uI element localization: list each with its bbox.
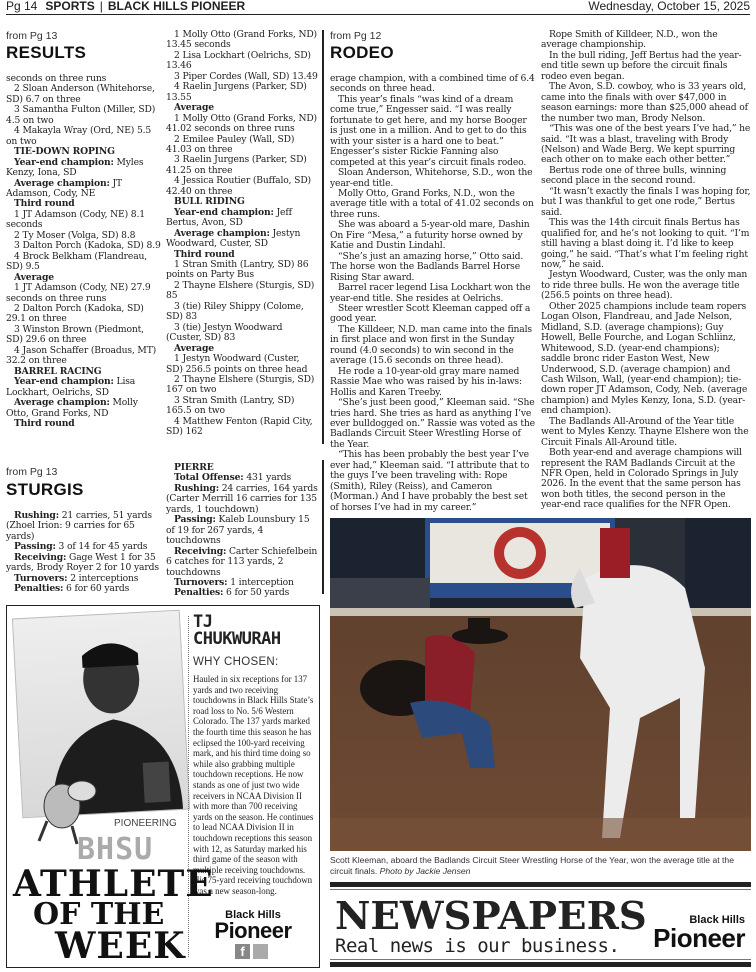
text-line <box>541 270 751 301</box>
of-the-line: OF THE <box>33 897 165 932</box>
photo-credit: Photo by Jackie Jensen <box>379 866 471 876</box>
line-text: 2 Emilee Pauley (Wall, SD) 41.03 on three <box>166 133 295 155</box>
sturgis-stats <box>6 511 162 595</box>
week-line: WEEK <box>55 925 186 967</box>
line-text: 24 carries, 164 yards (Carter Merrill 16 carries for 135 yards, 1 touchdown) <box>166 482 318 515</box>
athlete-blurb: Hauled in six receptions for 137 yards and two receiving touchdowns in Black Hills State’s road loss to No. 5/6 Western Colorado. The 137 yards marked the fourth time this season he has eclipsed the 100-yard receiving mark, and his third time doing so while also grabbing multiple touchdown receptions. He now stands as one of just two wide receivers in NCAA Division II with more than 700 receiving yards on the season. He continues to lead NCAA Division II in touchdown receptions this season with 12, as Saturday marked his third game of the season with multiple receiving touchdowns. His 75-yard receiving touchdown was a new season-long. <box>193 674 314 896</box>
pioneer-logo <box>653 914 745 953</box>
line-text: JT Adamson, Cody, NE <box>6 177 123 199</box>
line-text: 431 yards <box>243 472 292 484</box>
line-text: This was the 14th circuit finals Bertus has qualified for, and he’s not looking to quit. “I’m still having a blast doing it. I’d like to keep going,” he said. “That’s what I’m feeling right now,” he said. <box>541 217 750 270</box>
line-text: Lisa Lockhart, Oelrichs, SD <box>6 376 136 398</box>
bhsu-label: BHSU <box>77 832 154 867</box>
text-line <box>6 553 162 574</box>
ad-tagline: Real news is our business. <box>335 935 620 957</box>
text-line <box>330 74 535 95</box>
text-line <box>541 30 751 51</box>
bold-label: Passing: <box>174 514 216 526</box>
line-text: Jestyn Woodward, Custer, was the only man to ride three bulls. He won the average title (256.5 points on three head). <box>541 269 748 302</box>
text-line <box>6 179 162 200</box>
results-kicker: from Pg 13 <box>6 30 58 42</box>
bold-label: Third round <box>174 248 235 260</box>
why-chosen-label: WHY CHOSEN: <box>193 656 279 668</box>
logo-bottom: Pioneer <box>214 918 292 943</box>
text-line <box>166 417 318 438</box>
text-line <box>166 260 318 281</box>
text-line <box>166 176 318 197</box>
results-column-1 <box>6 74 162 429</box>
line-text: 3 (tie) Riley Shippy (Colome, SD) 83 <box>166 300 304 323</box>
athlete-line: ATHLETE <box>13 863 214 905</box>
issue-date: Wednesday, October 15, 2025 <box>588 0 750 13</box>
bold-label: Receiving: <box>14 551 67 563</box>
page-number: Pg 14 <box>6 0 38 13</box>
line-text: 4 Raelin Jurgens (Parker, SD) 13.55 <box>166 81 307 103</box>
text-line <box>166 354 318 375</box>
dotted-divider <box>188 616 189 957</box>
text-line <box>166 281 318 302</box>
text-line <box>166 302 318 323</box>
pioneer-logo <box>205 910 301 941</box>
line-text: 3 Raelin Jurgens (Parker, SD) 41.25 on three <box>166 154 307 176</box>
line-text: 3 Dalton Porch (Kadoka, SD) 8.9 <box>14 240 161 252</box>
rodeo-slug: RODEO <box>330 43 394 62</box>
line-text: Kaleb Lounsbury 15 of 19 for 267 yards, 4 touchdowns <box>166 514 310 547</box>
caption-text: Scott Kleeman, aboard the Badlands Circuit Steer Wrestling Horse of the Year, won the average title at the circuit finals. <box>330 855 734 876</box>
text-line <box>6 105 162 126</box>
line-text: 3 Winston Brown (Piedmont, SD) 29.6 on three <box>6 323 144 346</box>
athlete-last-name: CHUKWURAH <box>193 629 281 649</box>
athlete-first-name: TJ <box>193 612 213 632</box>
line-text: Myles Kenzy, Iona, SD <box>6 156 144 179</box>
text-line <box>541 218 751 270</box>
text-line <box>330 398 535 450</box>
text-line <box>541 302 751 417</box>
line-text: Molly Otto, Grand Forks, N.D., won the average title with a total of 41.02 seconds on three runs. <box>330 187 534 220</box>
text-line <box>6 584 162 594</box>
logo-top: Black Hills <box>689 914 745 926</box>
bold-label: Rushing: <box>174 482 219 494</box>
column-rule <box>322 30 324 444</box>
bold-label: Penalties: <box>174 587 224 599</box>
line-text: 3 Piper Cordes (Wall, SD) 13.49 <box>174 70 318 82</box>
line-text: Carter Schiefelbein 6 catches for 113 yards, 2 touchdowns <box>166 545 318 578</box>
line-text: 21 carries, 51 yards (Zhoel Irion: 9 carries for 65 yards) <box>6 510 152 542</box>
sturgis-slug: STURGIS <box>6 480 84 499</box>
bold-label: Total Offense: <box>174 472 244 484</box>
line-text: In the bull riding, Jeff Bertus had the year-end title sewn up before the circuit finals rodeo even began. <box>541 49 742 82</box>
bold-label: Average <box>14 271 54 283</box>
athlete-name <box>193 614 281 648</box>
column-rule <box>322 460 324 594</box>
line-text: 1 JT Adamson (Cody, NE) 27.9 seconds on three runs <box>6 282 151 304</box>
line-text: 1 interception <box>227 576 294 588</box>
steer-wrestling-photo <box>330 518 751 851</box>
line-text: 2 Sloan Anderson (Whitehorse, SD) 6.7 on three <box>6 83 155 105</box>
text-line <box>6 325 162 346</box>
text-line <box>166 547 318 578</box>
line-text: 4 Jason Schaffer (Broadus, MT) 32.2 on three <box>6 344 157 367</box>
pierre-stats <box>166 463 318 599</box>
line-text: 1 Stran Smith (Lantry, SD) 86 points on Party Bus <box>166 258 309 281</box>
line-text: “This has been probably the best year I’ve ever had,” Kleeman said. “I attribute that to the guys I’ve been traveling with: Rope (Smith), Riley (Reiss), and Cameron (Morman.) And I have probably the best set of horses I’ve had in my career.” <box>330 449 530 513</box>
text-line <box>330 367 535 398</box>
text-line <box>6 126 162 147</box>
text-line <box>330 189 535 220</box>
text-line <box>330 168 535 189</box>
line-text: 4 Matthew Fenton (Rapid City, SD) 162 <box>166 415 313 438</box>
bold-label: Penalties: <box>14 583 64 595</box>
bold-label: Rushing: <box>14 510 59 521</box>
text-line <box>541 51 751 82</box>
text-line <box>330 283 535 304</box>
text-line <box>6 283 162 304</box>
text-line <box>6 304 162 325</box>
line-text: He rode a 10-year-old gray mare named Rassie Mae who was raised by his in-laws: Hollis and Karen Treeby. <box>330 365 522 398</box>
text-line <box>166 155 318 176</box>
line-text: erage champion, with a combined time of 6.4 seconds on three head. <box>330 73 535 95</box>
text-line <box>541 448 751 511</box>
line-text: Sloan Anderson, Whitehorse, S.D., won the year-end title. <box>330 167 533 189</box>
newspapers-ad <box>330 882 751 967</box>
bold-label: Turnovers: <box>14 572 68 584</box>
bold-label: BULL RIDING <box>174 196 245 208</box>
line-text: Molly Otto, Grand Forks, ND <box>6 397 138 419</box>
line-text: 2 Thayne Elshere (Sturgis, SD) 167 on two <box>166 373 315 396</box>
text-line <box>541 82 751 124</box>
line-text: The Killdeer, N.D. man came into the finals in first place and won first in the Sunday round (4.0 seconds) to win second in the average (15.6 seconds on three head). <box>330 323 532 367</box>
line-text: 3 Samantha Fulton (Miller, SD) 4.5 on two <box>6 104 156 126</box>
bold-label: Third round <box>14 417 75 429</box>
text-line <box>6 377 162 398</box>
line-text: Other 2025 champions include team ropers Logan Olson, Flandreau, and Jade Nelson, Midland, S.D. (average champions); Guy Howell, Belle Fourche, and Logan Schliinz, Whitewood, S.D. (year-end champions); saddle bronc rider Easton West, New Underwood, S.D. (average champion) and Cash Wilson, Wall, (year-end champion); tie-down roper JT Adamson, Cody, Neb. (average champion) and Myles Kenzy, Iona, S.D. (year-end champion). <box>541 300 748 417</box>
text-line <box>166 51 318 72</box>
line-text: seconds on three runs <box>6 73 107 84</box>
text-line <box>166 515 318 546</box>
bold-label: Year-end champion: <box>174 206 274 218</box>
logo-top: Black Hills <box>225 909 281 921</box>
line-text: Both year-end and average champions will represent the RAM Badlands Circuit at the NFR Open, held in Colorado Springs in July 2026. In the event that the same person has won both titles, the second person in the year-end race qualifies for the NFR Open. <box>541 447 742 511</box>
line-text: The Avon, S.D. cowboy, who is 33 years old, came into the finals with over $47,000 in season earnings: more than $25,000 ahead of the number two man, Brody Nelson. <box>541 81 748 124</box>
results-slug: RESULTS <box>6 43 87 62</box>
line-text: “She’s just an amazing horse,” Otto said. The horse won the Badlands Barrel Horse Rising Star award. <box>330 250 524 283</box>
line-text: Jestyn Woodward, Custer, SD <box>166 227 301 250</box>
text-line <box>6 84 162 105</box>
line-text: Gage West 1 for 35 yards, Brody Royer 2 for 10 yards <box>6 551 159 574</box>
text-line <box>6 398 162 419</box>
text-line <box>166 396 318 417</box>
line-text: Steer wrestler Scott Kleeman capped off a good year. <box>330 302 531 325</box>
text-line <box>330 220 535 251</box>
line-text: She was aboard a 5-year-old mare, Dashin On Fire “Mesa,” a futurity horse owned by Katie and Dustin Lindahl. <box>330 219 530 252</box>
line-text: 1 Molly Otto (Grand Forks, ND) 41.02 seconds on three runs <box>166 112 317 135</box>
line-text: 1 Molly Otto (Grand Forks, ND) 13.45 seconds <box>166 29 317 51</box>
text-line <box>166 30 318 51</box>
line-text: Rope Smith of Killdeer, N.D., won the average championship. <box>541 29 718 51</box>
text-line <box>541 166 751 187</box>
text-line <box>6 252 162 273</box>
line-text: Bertus rode one of three bulls, winning second place in the second round. <box>541 164 727 187</box>
bold-label: Average <box>174 102 214 114</box>
text-line <box>541 124 751 166</box>
text-line <box>6 346 162 367</box>
twitter-icon[interactable] <box>253 944 268 959</box>
bold-label: TIE-DOWN ROPING <box>14 146 115 158</box>
line-text: “It wasn’t exactly the finals I was hoping for, but I was thankful to get one rode,” Bertus said. <box>541 185 751 218</box>
line-text: 3 Stran Smith (Lantry, SD) 165.5 on two <box>166 394 295 417</box>
text-line <box>6 210 162 231</box>
text-line <box>166 82 318 103</box>
line-text: 6 for 50 yards <box>223 587 290 599</box>
section-name: SPORTS <box>45 0 95 13</box>
bold-label: Average champion: <box>14 177 110 189</box>
bold-label: BARREL RACING <box>14 365 102 377</box>
text-line <box>6 511 162 542</box>
line-text: “She’s just been good,” Kleeman said. “She tries hard. She tries as hard as anything I’ve ever bulldogged on.” Rassie was voted as the Badlands Circuit Steer Wrestling Horse of the Year. <box>330 397 535 450</box>
bold-label: Year-end champion: <box>14 156 114 168</box>
bold-label: Average <box>174 342 214 354</box>
line-text: This year’s finals “was kind of a dream come true,” Engesser said. “I was really fortunate to get here, and my horse Booger is just one in a million. And to get to do this with your sister is a hard one to beat.” Engesser’s sister Rickie Fanning also competed at this year’s circuit finals rodeo. <box>330 93 527 168</box>
facebook-icon[interactable]: f <box>235 944 250 959</box>
text-line <box>6 158 162 179</box>
line-text: 2 Lisa Lockhart (Oelrichs, SD) 13.46 <box>166 49 311 72</box>
text-line <box>330 450 535 513</box>
paper-name: BLACK HILLS PIONEER <box>107 0 246 13</box>
ad-headline: NEWSPAPERS <box>335 893 647 938</box>
sturgis-kicker: from Pg 13 <box>6 466 58 478</box>
bold-label: Receiving: <box>174 545 227 557</box>
text-line <box>166 135 318 156</box>
text-line <box>541 417 751 448</box>
text-line <box>166 484 318 515</box>
text-line <box>166 588 318 598</box>
line-text: “This was one of the best years I’ve had,” he said. “It was a blast, traveling with Brody (Nelson) and Wade Berg. We kept spurring each other on to make each other better.” <box>541 123 751 166</box>
line-text: 3 of 14 for 45 yards <box>55 541 148 553</box>
page-header <box>6 0 750 15</box>
text-line <box>330 325 535 367</box>
text-line <box>541 187 751 218</box>
bold-label: Year-end champion: <box>14 376 114 388</box>
line-text: 4 Makayla Wray (Ord, NE) 5.5 on two <box>6 125 152 147</box>
line-text: 2 interceptions <box>67 572 139 584</box>
line-text: 4 Jessica Routier (Buffalo, SD) 42.40 on three <box>166 175 311 197</box>
text-line <box>6 419 162 429</box>
line-text: 2 Thayne Elshere (Sturgis, SD) 85 <box>166 279 315 302</box>
bold-label: Average champion: <box>174 227 270 239</box>
rodeo-column-1 <box>330 74 535 513</box>
header-separator: | <box>99 0 103 13</box>
line-text: The Badlands All-Around of the Year title went to Myles Kenzy. Thayne Elshere won the Circuit Finals All-Around title. <box>541 415 749 448</box>
line-text: 4 Brock Belkham (Flandreau, SD) 9.5 <box>6 250 148 273</box>
text-line <box>166 375 318 396</box>
photo-illustration <box>330 518 751 851</box>
text-line <box>166 229 318 250</box>
line-text: 1 JT Adamson (Cody, NE) 8.1 seconds <box>6 208 145 231</box>
rodeo-kicker: from Pg 12 <box>330 30 382 42</box>
line-text: 6 for 60 yards <box>63 583 130 595</box>
bold-label: Third round <box>14 198 75 210</box>
bold-label: Passing: <box>14 541 56 553</box>
line-text: 2 Ty Moser (Volga, SD) 8.8 <box>14 229 136 241</box>
line-text: 1 Jestyn Woodward (Custer, SD) 256.5 points on three head <box>166 353 308 375</box>
pioneering-label: PIONEERING <box>114 818 177 829</box>
line-text: Jeff Bertus, Avon, SD <box>166 206 292 229</box>
line-text: Barrel racer legend Lisa Lockhart won the year-end title. She resides at Oelrichs. <box>330 282 531 304</box>
text-line <box>166 114 318 135</box>
line-text: 2 Dalton Porch (Kadoka, SD) 29.1 on three <box>6 302 144 325</box>
text-line <box>330 95 535 168</box>
athlete-of-the-week-ad <box>6 605 320 968</box>
bold-label: Average champion: <box>14 397 110 409</box>
text-line <box>166 208 318 229</box>
text-line <box>330 304 535 325</box>
text-line <box>166 323 318 344</box>
bold-label: PIERRE <box>174 462 214 473</box>
logo-bottom: Pioneer <box>653 923 745 953</box>
rodeo-column-2 <box>541 30 751 511</box>
bold-label: Turnovers: <box>174 576 228 588</box>
text-line <box>330 252 535 283</box>
results-column-2 <box>166 30 318 438</box>
photo-caption <box>330 855 751 877</box>
line-text: 3 (tie) Jestyn Woodward (Custer, SD) 83 <box>166 321 283 344</box>
